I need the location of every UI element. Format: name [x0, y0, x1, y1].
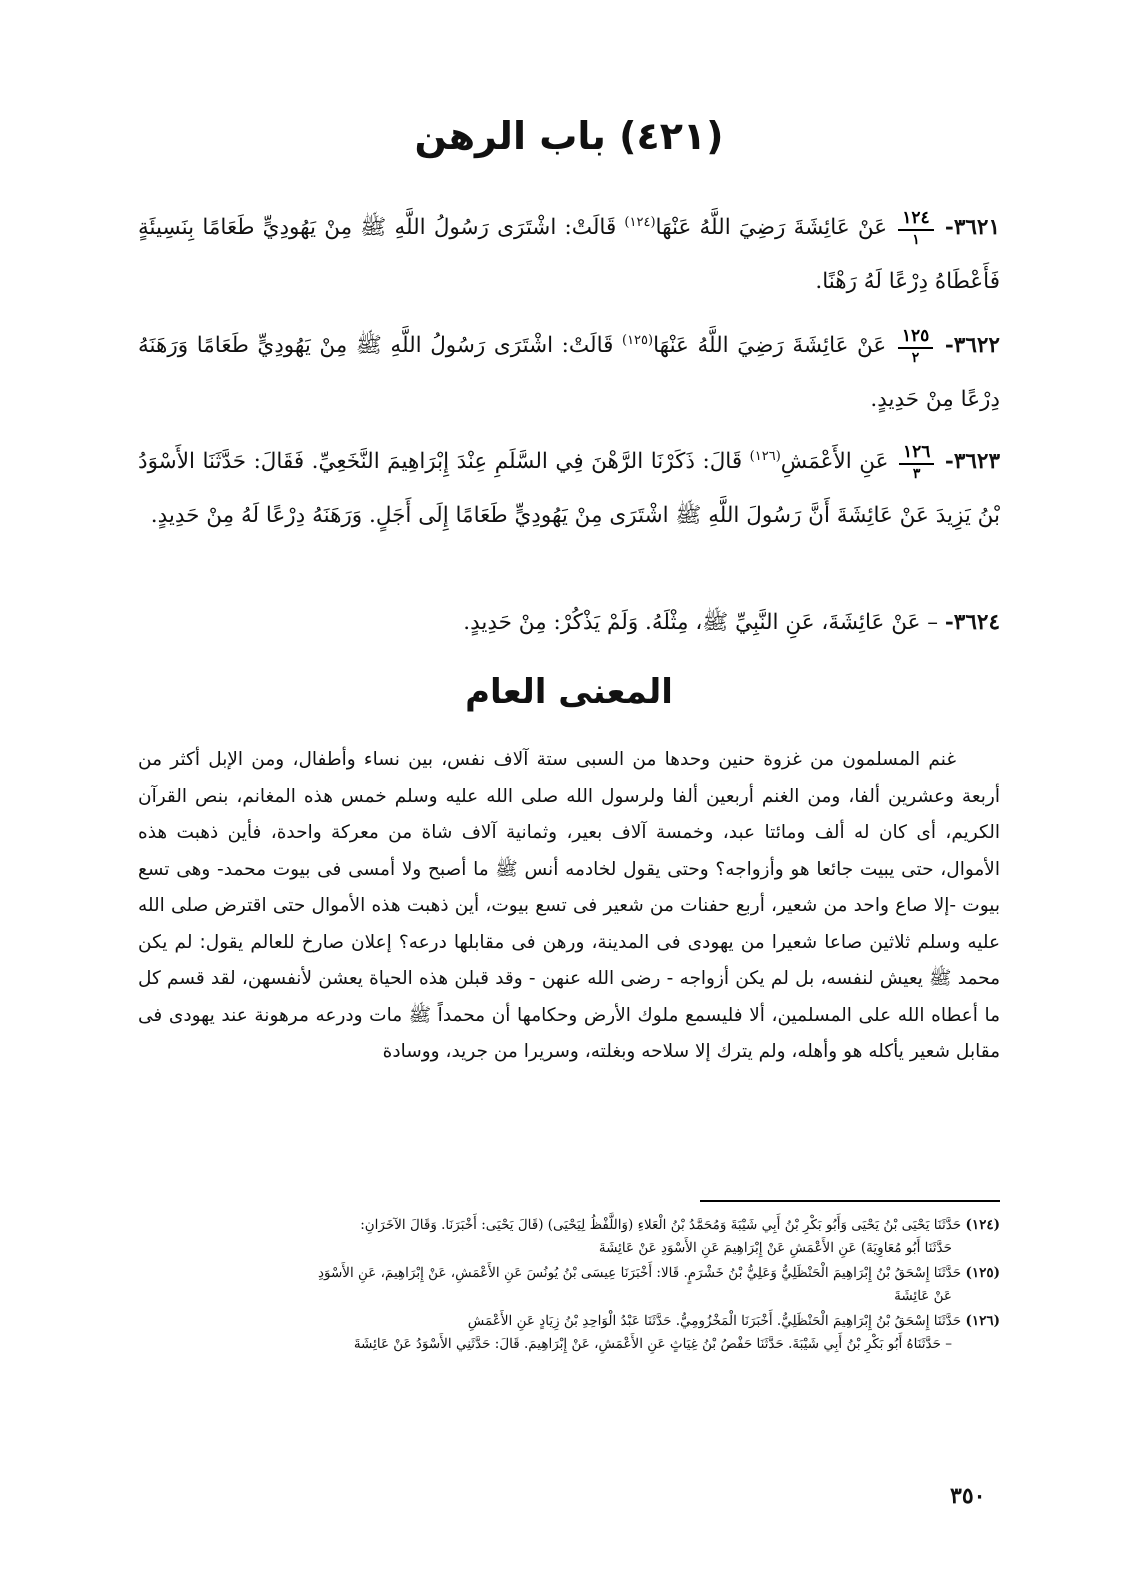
- footnote-125: [138, 1262, 1000, 1307]
- footnote-text: حَدَّثَنَا إِسْحَقُ بْنُ إِبْرَاهِيمَ الْحَنْظَلِيُّ وَعَلِيُّ بْنُ خَشْرَمٍ. قَالا: أَخْبَرَنَا عِيسَى بْنُ يُونُسَ عَنِ الأَعْمَشِ، عَنْ إِبْرَاهِيمَ، عَنِ الأَسْوَدِ: [317, 1265, 962, 1281]
- hadith-lead: – عَنْ عَائِشَةَ، عَنِ النَّبِيِّ ﷺ، مِثْلَهُ. وَلَمْ يَذْكُرْ: مِنْ حَدِيدٍ.: [463, 610, 939, 635]
- footnote-divider: [700, 1200, 1000, 1202]
- footnote-number: (١٢٦): [965, 1313, 1000, 1329]
- fraction-bottom: ٣: [912, 465, 921, 482]
- footnote-124: [138, 1214, 1000, 1259]
- hadith-number: ٣٦٢٣-: [944, 449, 1001, 475]
- footnote-text: حَدَّثَنَا إِسْحَقُ بْنُ إِبْرَاهِيمَ الْحَنْظَلِيُّ. أَخْبَرَنَا الْمَخْزُومِيُّ. حَدَّثَنَا عَبْدُ الْوَاحِدِ بْنُ زِيَادٍ عَنِ الأَعْمَشِ: [467, 1313, 962, 1329]
- hadith-fraction: [898, 325, 933, 366]
- fraction-bottom: ١: [912, 231, 920, 248]
- hadith-3621: [138, 196, 1000, 309]
- page-number: ٣٥٠: [950, 1483, 986, 1509]
- hadith-3622: [138, 314, 1000, 427]
- footnote-continuation: عَنْ عَائِشَةَ: [894, 1287, 952, 1304]
- hadith-text: قَالَ: ذَكَرْنَا الرَّهْنَ فِي السَّلَمِ عِنْدَ إِبْرَاهِيمَ النَّخَعِيِّ. فَقَالَ: حَدَّثَنَا الأَسْوَدُ بْنُ يَزِيدَ عَنْ عَائِشَةَ أَنَّ رَسُولَ اللَّهِ ﷺ اشْتَرَى مِنْ يَهُودِيٍّ طَعَامًا إِلَى أَجَلٍ. وَرَهَنَهُ دِرْعًا لَهُ مِنْ حَدِيدٍ.: [138, 449, 1000, 529]
- hadith-text: قَالَتْ: اشْتَرَى رَسُولُ اللَّهِ ﷺ مِنْ يَهُودِيٍّ طَعَامًا وَرَهَنَهُ دِرْعًا مِنْ حَدِيدٍ.: [138, 333, 1000, 413]
- footnote-number: (١٢٥): [965, 1265, 1000, 1281]
- footnote-ref: (١٢٦): [749, 449, 781, 464]
- hadith-number: ٣٦٢٢-: [944, 333, 1000, 359]
- fraction-top: ١٢٦: [899, 444, 934, 465]
- hadith-fraction: [899, 441, 934, 482]
- hadith-lead: عَنْ عَائِشَةَ رَضِيَ اللَّهُ عَنْهَا: [655, 215, 888, 241]
- section-heading: المعنى العام: [465, 672, 673, 712]
- hadith-3624: [138, 596, 1000, 650]
- fraction-top: ١٢٤: [898, 210, 933, 231]
- footnotes: [138, 1214, 1000, 1358]
- fraction-bottom: ٢: [911, 349, 920, 366]
- hadith-3623: [138, 430, 1000, 543]
- footnote-ref: (١٢٤): [624, 215, 656, 230]
- hadith-lead: عَنِ الأَعْمَشِ: [780, 449, 889, 475]
- hadith-lead: عَنْ عَائِشَةَ رَضِيَ اللَّهُ عَنْهَا: [653, 333, 887, 359]
- hadith-number: ٣٦٢١-: [944, 215, 1001, 241]
- chapter-title: (٤٢١) باب الرهن: [414, 114, 724, 158]
- footnote-text: حَدَّثَنَا يَحْيَى بْنُ يَحْيَى وَأَبُو بَكْرِ بْنُ أَبِي شَيْبَةَ وَمُحَمَّدُ بْنُ الْعَلاءِ (وَاللَّفْظُ لِيَحْيَى) (قَالَ يَحْيَى: أَخْبَرَنَا. وَقَالَ الآخَرَانِ:: [360, 1217, 962, 1233]
- hadith-text: قَالَتْ: اشْتَرَى رَسُولُ اللَّهِ ﷺ مِنْ يَهُودِيٍّ طَعَامًا بِنَسِيئَةٍ فَأَعْطَاهُ دِرْعًا لَهُ رَهْنًا.: [138, 215, 1000, 295]
- footnote-126: [138, 1310, 1000, 1355]
- hadith-fraction: [898, 207, 933, 248]
- hadith-number: ٣٦٢٤-: [944, 610, 1000, 635]
- footnote-continuation: حَدَّثَنَا أَبُو مُعَاوِيَةَ) عَنِ الأَعْمَشِ عَنْ إِبْرَاهِيمَ عَنِ الأَسْوَدِ عَنْ عَائِشَةَ: [598, 1239, 952, 1256]
- footnote-ref: (١٢٥): [622, 333, 654, 348]
- fraction-top: ١٢٥: [898, 328, 933, 349]
- footnote-number: (١٢٤): [965, 1217, 1000, 1233]
- general-meaning-paragraph: غنم المسلمون من غزوة حنين وحدها من السبى ستة آلاف نفس، بين نساء وأطفال، ومن الإبل أكثر من أربعة وعشرين ألفا، ومن الغنم أربعين ألفا ولرسول الله صلى الله عليه وسلم خمس هذه المغانم، بنص القرآن الكريم، أى كان له ألف ومائتا عبد، وخمسة آلاف بعير، وثمانية آلاف شاة من معركة واحدة، فأين ذهبت هذه الأموال، حتى يبيت جائعا هو وأزواجه؟ وحتى يقول لخادمه أنس ﷺ ما أصبح ولا أمسى فى بيوت محمد- وهى تسع بيوت -إلا صاع واحد من شعير، أربع حفنات من شعير فى تسع بيوت، أين ذهبت هذه الأموال حتى اقترض صلى الله عليه وسلم ثلاثين صاعا شعيرا من يهودى فى المدينة، ورهن فى مقابلها درعه؟ إعلان صارخ للعالم يقول: لم يكن محمد ﷺ يعيش لنفسه، بل لم يكن أزواجه - رضى الله عنهن - وقد قبلن هذه الحياة يعشن لأنفسهن، لقد قسم كل ما أعطاه الله على المسلمين، ألا فليسمع ملوك الأرض وحكامها أن محمداً ﷺ مات ودرعه مرهونة عند يهودى فى مقابل شعير يأكله هو وأهله، ولم يترك إلا سلاحه وبغلته، وسريرا من جريد، ووسادة: [138, 749, 1000, 1062]
- footnote-continuation: – حَدَّثَنَاهُ أَبُو بَكْرِ بْنُ أَبِي شَيْبَةَ. حَدَّثَنَا حَفْصُ بْنُ غِيَاثٍ عَنِ الأَعْمَشِ، عَنْ إِبْرَاهِيمَ. قَالَ: حَدَّثَنِي الأَسْوَدُ عَنْ عَائِشَةَ: [353, 1335, 952, 1352]
